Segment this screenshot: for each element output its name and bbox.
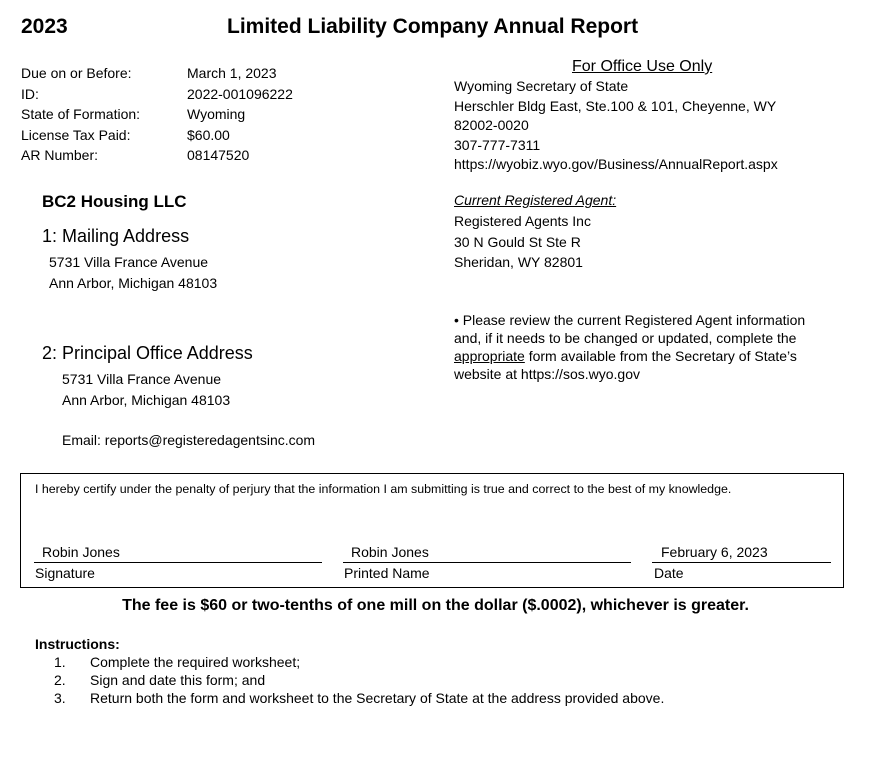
- office-phone: 307-777-7311: [454, 136, 541, 153]
- date-label: Date: [654, 565, 684, 581]
- mailing-line1: 5731 Villa France Avenue: [49, 254, 209, 270]
- office-address-line2: 82002-0020: [454, 117, 529, 133]
- id-label: ID:: [21, 85, 39, 102]
- date-line: [652, 562, 831, 563]
- principal-line2: Ann Arbor, Michigan 48103: [62, 392, 231, 408]
- report-year: 2023: [21, 15, 68, 38]
- filing-info-values: [187, 63, 293, 166]
- certification-statement: I hereby certify under the penalty of perjury that the information I am submitting is true and correct to the best of my knowledge.: [35, 482, 732, 496]
- principal-address: [62, 369, 230, 411]
- agent-line2: Sheridan, WY 82801: [454, 254, 583, 270]
- due-date-label: Due on or Before:: [21, 65, 132, 81]
- note-text-1: • Please review the current Registered Agent information and, if it needs to be changed or updated, complete the: [454, 312, 806, 346]
- registered-agent-heading: Current Registered Agent:: [454, 192, 617, 208]
- printed-name-value: Robin Jones: [351, 544, 429, 560]
- mailing-address-heading: 1: Mailing Address: [42, 226, 190, 246]
- principal-line1: 5731 Villa France Avenue: [62, 371, 222, 387]
- office-use-block: [454, 77, 824, 175]
- printed-name-line: [343, 562, 631, 563]
- signature-value: Robin Jones: [42, 544, 120, 560]
- instruction-number: 3.: [54, 690, 66, 706]
- fee-notice: The fee is $60 or two-tenths of one mill on the dollar ($.0002), whichever is greater.: [122, 597, 749, 614]
- instruction-text: Sign and date this form; and: [90, 672, 266, 688]
- appropriate-form-link[interactable]: appropriate: [454, 348, 525, 364]
- instructions-list: [54, 653, 664, 707]
- instruction-number: 1.: [54, 654, 66, 670]
- principal-email: Email: reports@registeredagentsinc.com: [62, 432, 316, 448]
- instructions-heading: Instructions:: [35, 636, 120, 652]
- instruction-item: [54, 671, 664, 689]
- license-tax-value: $60.00: [187, 126, 230, 143]
- instruction-item: [54, 653, 664, 671]
- signature-label: Signature: [35, 565, 95, 581]
- agent-name: Registered Agents Inc: [454, 213, 591, 229]
- license-tax-label: License Tax Paid:: [21, 126, 131, 143]
- instruction-item: [54, 689, 664, 707]
- mailing-address: [49, 252, 217, 294]
- due-date-value: March 1, 2023: [187, 65, 277, 81]
- id-value: 2022-001096222: [187, 85, 293, 102]
- registered-agent-block: [454, 211, 591, 273]
- principal-address-heading: 2: Principal Office Address: [42, 343, 253, 363]
- date-value: February 6, 2023: [661, 544, 768, 560]
- mailing-line2: Ann Arbor, Michigan 48103: [49, 275, 218, 291]
- office-address-line1: Herschler Bldg East, Ste.100 & 101, Cheyenne, WY: [454, 97, 777, 114]
- state-value: Wyoming: [187, 106, 246, 122]
- note-text-2: form available from the Secretary of State’s website at https://sos.wyo.gov: [454, 348, 797, 382]
- office-use-heading: For Office Use Only: [572, 58, 713, 75]
- entity-name: BC2 Housing LLC: [42, 192, 187, 211]
- office-name: Wyoming Secretary of State: [454, 78, 629, 94]
- ar-number-value: 08147520: [187, 147, 250, 163]
- filing-info-labels: [21, 63, 140, 166]
- printed-name-label: Printed Name: [344, 565, 430, 581]
- instruction-text: Complete the required worksheet;: [90, 654, 301, 670]
- agent-line1: 30 N Gould St Ste R: [454, 233, 581, 250]
- office-url: https://wyobiz.wyo.gov/Business/AnnualReport.aspx: [454, 156, 778, 172]
- instruction-number: 2.: [54, 672, 66, 688]
- signature-line: [34, 562, 322, 563]
- ar-number-label: AR Number:: [21, 147, 99, 163]
- agent-review-note: [454, 311, 834, 383]
- report-title: Limited Liability Company Annual Report: [227, 15, 639, 38]
- instruction-text: Return both the form and worksheet to the Secretary of State at the address provided above.: [90, 690, 665, 706]
- state-label: State of Formation:: [21, 106, 141, 122]
